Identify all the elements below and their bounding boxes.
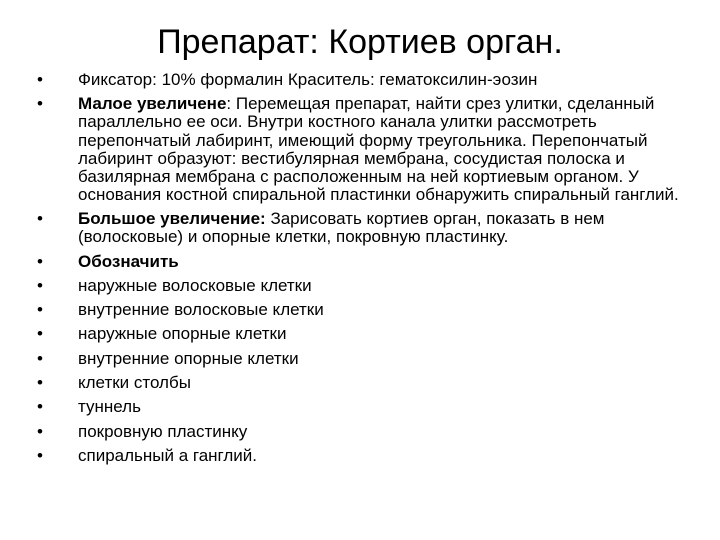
- bullet-item-fixative: [32, 71, 702, 89]
- bullet-item-pillar-cells: [32, 374, 702, 392]
- bullet-icon: •: [37, 275, 43, 295]
- bullet-icon: •: [37, 397, 43, 417]
- bullet-item-designate: [32, 253, 702, 271]
- bullet-item-inner-supporting-cells: [32, 350, 702, 368]
- bullet-text: : Перемещая препарат, найти срез улитки, сделанный параллельно ее оси. Внутри костного канала улитки рассмотреть перепончатый лабиринт, имеющий форму треугольника. Перепончатый лабиринт образуют: вестибулярная мембрана, сосудистая полоска и базилярная мембрана с расположенным на ней кортиевым органом. У основания костной спиральной пластинки обнаружить спиральный ганглий.: [78, 94, 679, 205]
- bullet-item-inner-hair-cells: [32, 301, 702, 319]
- bullet-icon: •: [37, 251, 43, 271]
- bullet-icon: •: [37, 445, 43, 465]
- bullet-text: клетки столбы: [78, 372, 191, 392]
- bullet-text: наружные опорные клетки: [78, 324, 287, 344]
- bullet-item-outer-hair-cells: [32, 277, 702, 295]
- bullet-icon: •: [37, 324, 43, 344]
- bullet-list: [32, 71, 702, 471]
- bullet-bold-text: Малое увеличене: [78, 94, 227, 114]
- bullet-text: туннель: [78, 397, 141, 417]
- bullet-item-low-magnification: [32, 95, 702, 204]
- bullet-icon: •: [37, 209, 43, 229]
- bullet-icon: •: [37, 70, 43, 89]
- bullet-item-outer-supporting-cells: [32, 325, 702, 343]
- bullet-icon: •: [37, 94, 43, 114]
- bullet-icon: •: [37, 348, 43, 368]
- bullet-icon: •: [37, 372, 43, 392]
- bullet-text: покровную пластинку: [78, 421, 248, 441]
- bullet-text: Зарисовать кортиев орган, показать в нем (волосковые) и опорные клетки, покровную пластинку.: [78, 209, 605, 247]
- bullet-item-tunnel: [32, 398, 702, 416]
- bullet-text: Фиксатор: 10% формалин Краситель: гематоксилин-эозин: [78, 70, 538, 89]
- bullet-bold-text: Большое увеличение:: [78, 209, 266, 229]
- bullet-text: наружные волосковые клетки: [78, 275, 312, 295]
- slide-title: Препарат: Кортиев орган.: [157, 23, 563, 61]
- bullet-text: внутренние волосковые клетки: [78, 300, 324, 320]
- bullet-icon: •: [37, 421, 43, 441]
- bullet-text: внутренние опорные клетки: [78, 348, 299, 368]
- bullet-icon: •: [37, 300, 43, 320]
- bullet-item-tectorial-membrane: [32, 423, 702, 441]
- bullet-item-high-magnification: [32, 210, 702, 246]
- bullet-text: спиральный а ганглий.: [78, 445, 258, 465]
- bullet-bold-text: Обозначить: [78, 251, 179, 271]
- bullet-item-spiral-ganglion: [32, 447, 702, 465]
